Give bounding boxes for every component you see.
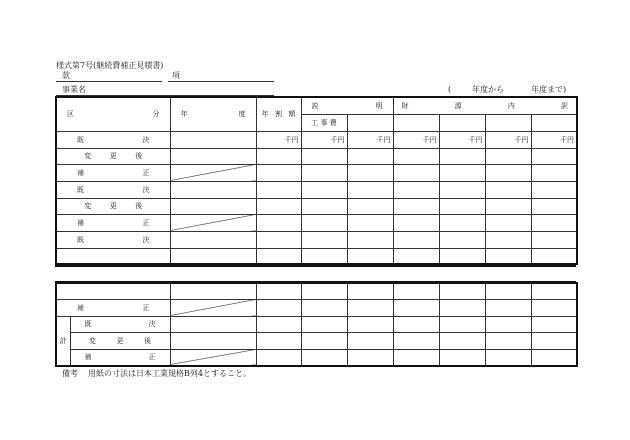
header-zaigen: 財 源 内 訳 <box>393 97 577 114</box>
row-hosei: 補 正 <box>56 299 170 316</box>
header-kojihi: 工 事 費 <box>301 114 347 131</box>
unit-cell: 千円 <box>347 131 393 148</box>
unit-cell: 千円 <box>256 131 301 148</box>
unit-cell: 千円 <box>485 131 531 148</box>
row-henko: 変 更 後 <box>56 198 170 214</box>
note-label: 備考 <box>62 369 78 378</box>
period-open: ( <box>448 85 452 94</box>
form-title: 様式第7号(継続費補正見積書) <box>56 61 164 70</box>
header-nenwari: 年 割 額 <box>256 97 301 131</box>
kou-label: 項 <box>172 71 180 80</box>
unit-cell: 千円 <box>393 131 439 148</box>
row-hosei: 補 正 <box>70 349 170 366</box>
unit-cell: 千円 <box>439 131 485 148</box>
upper-table <box>55 96 578 265</box>
row-kisetsu: 既 決 <box>56 181 170 198</box>
row-hosei: 補 正 <box>56 214 170 231</box>
lower-table <box>55 282 578 367</box>
diagonal-cell <box>170 349 256 366</box>
row-kisetsu: 既 決 <box>56 231 170 248</box>
header-nendo: 年 度 <box>170 97 256 131</box>
row-kisetsu: 既 決 <box>56 131 170 148</box>
diagonal-cell <box>170 299 256 316</box>
kan-label: 款 <box>62 71 70 80</box>
row-hosei: 補 正 <box>56 164 170 181</box>
diagonal-cell <box>170 164 256 181</box>
row-kei: 計 <box>56 316 70 366</box>
unit-cell: 千円 <box>301 131 347 148</box>
period-to: 年度まで) <box>531 85 567 94</box>
kan-underline <box>56 81 162 82</box>
diagonal-cell <box>170 214 256 231</box>
row-henko: 変 更 後 <box>70 332 170 349</box>
kou-underline <box>168 81 274 82</box>
note-text: 用紙の寸法は日本工業規格B列4とすること。 <box>88 369 251 378</box>
row-henko: 変 更 後 <box>56 148 170 164</box>
break-line <box>55 265 576 267</box>
header-kubun: 区 分 <box>56 97 170 131</box>
row-kisetsu: 既 決 <box>70 316 170 332</box>
period-from: 年度から <box>472 85 504 94</box>
header-setsumei: 説 明 <box>301 97 393 114</box>
unit-cell: 千円 <box>531 131 577 148</box>
project-label: 事業名 <box>62 85 86 94</box>
